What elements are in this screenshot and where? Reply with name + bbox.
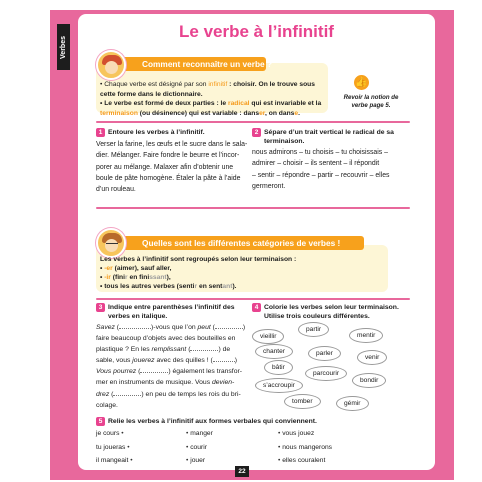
boy-avatar-icon bbox=[96, 228, 126, 258]
ex5-middle-column: • manger • courir • jouer bbox=[186, 430, 213, 464]
groups-intro: Les verbes à l’infinitif sont regroupés selon leur terminaison : bbox=[100, 256, 297, 263]
exercise-4-instruction: 4 Colorie les verbes selon leur terminaison. Utilise trois couleurs différentes. bbox=[252, 303, 412, 321]
exercise-3-text: Savez ( )-vous que l’on peut ( ) faire beaucoup d’objets avec des bouteilles en plastique ? En les remplissant ( ) de sable, vous jouerez avec des quilles ! ( ) Vous pourrez ( ) également les transfor- mer en instruments de musique. Vous devien- drez ( ) en peu de temps les rois du bri- colage. bbox=[96, 324, 246, 409]
verb-bubble[interactable]: tomber bbox=[284, 394, 321, 409]
rule-box-heading: Comment reconnaître un verbe ? bbox=[106, 57, 266, 71]
exercise-2-instruction: 2 Sépare d’un trait vertical le radical de sa terminaison. bbox=[252, 128, 412, 146]
rule-bullet-2: • Le verbe est formé de deux parties : le radical qui est invariable et la terminaison (ou désinence) qui est variable : danser, on danse. bbox=[100, 100, 322, 117]
page-number: 22 bbox=[235, 466, 249, 477]
ex5-right-column: • vous jouez • nous mangerons • elles couralent bbox=[278, 430, 333, 464]
divider bbox=[96, 207, 410, 209]
verb-bubble[interactable]: partir bbox=[298, 322, 329, 337]
divider bbox=[96, 121, 410, 123]
section-tab: Verbes bbox=[57, 24, 70, 70]
ex5-left-column: je cours • tu joueras • il mangeait • bbox=[96, 430, 133, 464]
verb-bubble[interactable]: s’accroupir bbox=[255, 378, 303, 393]
verb-bubble[interactable]: mentir bbox=[349, 328, 383, 343]
girl-avatar-icon bbox=[96, 50, 126, 80]
verb-bubble[interactable]: vieillir bbox=[252, 329, 284, 344]
exercise-3-instruction: 3 Indique entre parenthèses l’infinitif des verbes en italique. bbox=[96, 303, 256, 321]
verb-bubble[interactable]: bâtir bbox=[264, 360, 293, 375]
exercise-1-text: Verser la farine, les œufs et le sucre dans le sala- dier. Mélanger. Faire fondre le beurre et l’incor- porer au mélange. Malaxer afin d’obtenir une boule de pâte homogène. Étaler la pâte à l’aide d’un rouleau. bbox=[96, 141, 248, 194]
verb-bubble[interactable]: parcourir bbox=[305, 366, 347, 381]
verb-bubble[interactable]: parler bbox=[308, 346, 341, 361]
exercise-5-instruction: 5 Relie les verbes à l’infinitif aux formes verbales qui conviennent. bbox=[96, 417, 410, 426]
page-title: Le verbe à l’infinitif bbox=[179, 22, 334, 41]
rule-bullet-1: • Chaque verbe est désigné par son infinitif : choisir. On le trouve sous cette forme dans le dictionnaire. bbox=[100, 81, 315, 98]
exercise-1-instruction: 1 Entoure les verbes à l’infinitif. bbox=[96, 128, 246, 137]
groups-list: • -er (aimer), sauf aller, • -ir (finir en finissant), • tous les autres verbes (sentir en sentant). bbox=[100, 265, 237, 290]
thumbs-up-icon: 👍 bbox=[355, 77, 368, 88]
divider bbox=[96, 298, 410, 300]
groups-box-heading: Quelles sont les différentes catégories de verbes ! bbox=[106, 236, 364, 250]
verb-bubble[interactable]: venir bbox=[357, 350, 387, 365]
exercise-2-text: nous admirons – tu choisis – tu choisissais – admirer – choisir – ils sentent – il répondit – sentir – répondre – partir – recouvrir – elles germeront. bbox=[252, 149, 390, 190]
verb-bubble[interactable]: bondir bbox=[352, 373, 386, 388]
verb-bubble[interactable]: gémir bbox=[336, 396, 369, 411]
tip-note: Revoir la notion de verbe page 5. bbox=[343, 94, 399, 109]
verb-bubble[interactable]: chanter bbox=[255, 344, 293, 359]
